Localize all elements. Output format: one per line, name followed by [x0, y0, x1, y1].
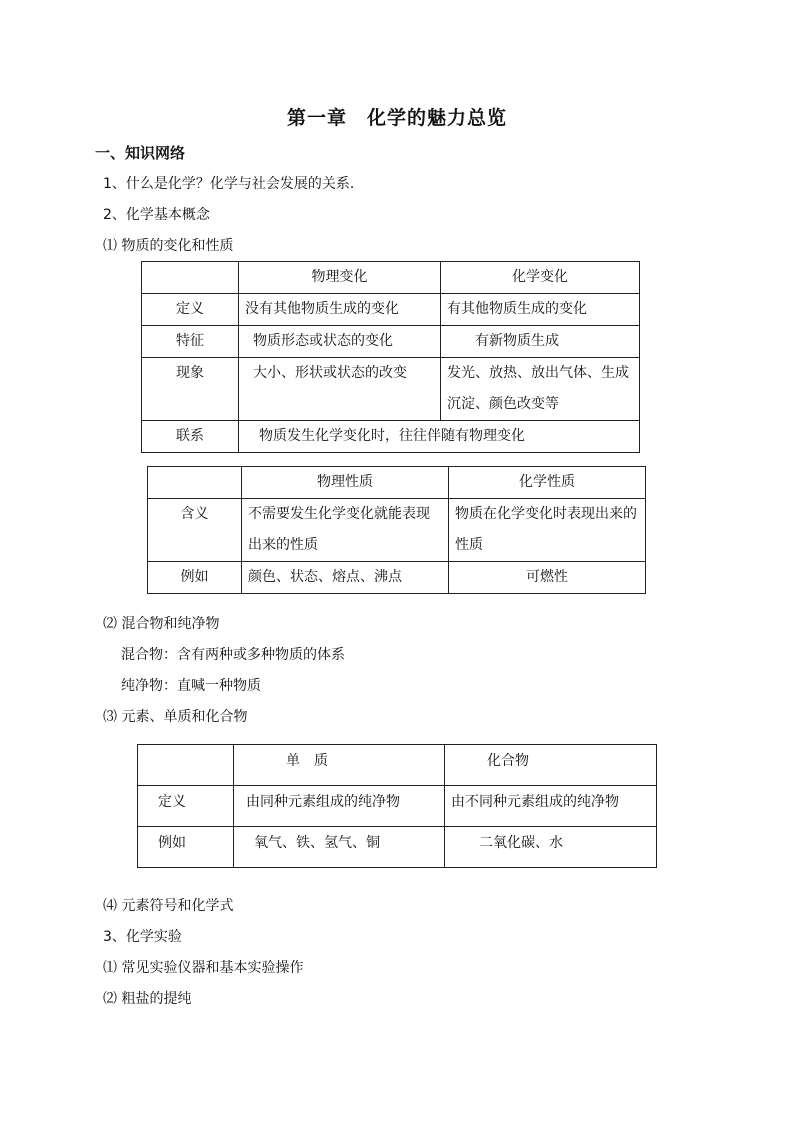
table-cell: 物质发生化学变化时，往往伴随有物理变化 — [239, 421, 640, 453]
table-cell-empty — [148, 467, 242, 499]
page-title: 第一章 化学的魅力总览 — [286, 107, 507, 129]
table-row — [138, 745, 657, 786]
item-chemistry-experiments: 3、化学实验 — [103, 929, 182, 945]
table-cell: 物质形态或状态的变化 — [239, 326, 441, 358]
subitem-mixture-and-pure: ⑵ 混合物和纯净物 — [103, 616, 220, 632]
table-cell: 大小、形状或状态的改变 — [239, 358, 441, 421]
table-cell: 二氧化碳、水 — [445, 827, 657, 868]
properties-table — [147, 466, 646, 594]
item-basic-concepts: 2、化学基本概念 — [103, 207, 210, 223]
table-header: 化合物 — [445, 745, 657, 786]
subitem-symbols-formulas: ⑷ 元素符号和化学式 — [103, 898, 234, 914]
table-cell: 物质在化学变化时表现出来的性质 — [449, 499, 646, 562]
subitem-changes-and-properties: ⑴ 物质的变化和性质 — [103, 238, 234, 254]
table-cell: 发光、放热、放出气体、生成沉淀、颜色改变等 — [441, 358, 640, 421]
table-cell: 可燃性 — [449, 562, 646, 594]
row-label: 例如 — [148, 562, 242, 594]
table-header: 单 质 — [234, 745, 445, 786]
table-row — [148, 562, 646, 594]
table-row — [142, 358, 640, 421]
row-label: 定义 — [142, 294, 239, 326]
changes-table — [141, 261, 640, 453]
table-cell: 由不同种元素组成的纯净物 — [445, 786, 657, 827]
table-cell-empty — [142, 262, 239, 294]
table-row — [142, 421, 640, 453]
table-cell: 颜色、状态、熔点、沸点 — [242, 562, 449, 594]
table-row — [142, 326, 640, 358]
row-label: 定义 — [138, 786, 234, 827]
table-cell: 由同种元素组成的纯净物 — [234, 786, 445, 827]
table-row — [138, 786, 657, 827]
table-row — [142, 294, 640, 326]
row-label: 特征 — [142, 326, 239, 358]
subitem-salt-purification: ⑵ 粗盐的提纯 — [103, 991, 192, 1007]
table-row — [148, 467, 646, 499]
table-cell: 氧气、铁、氢气、铜 — [234, 827, 445, 868]
item-what-is-chemistry: 1、什么是化学？化学与社会发展的关系. — [103, 176, 355, 192]
table-header: 化学性质 — [449, 467, 646, 499]
row-label: 现象 — [142, 358, 239, 421]
subitem-lab-instruments: ⑴ 常见实验仪器和基本实验操作 — [103, 960, 304, 976]
table-row — [142, 262, 640, 294]
mixture-definition: 混合物：含有两种或多种物质的体系 — [121, 647, 345, 663]
table-row — [148, 499, 646, 562]
table-row — [138, 827, 657, 868]
table-cell-empty — [138, 745, 234, 786]
table-cell: 有新物质生成 — [441, 326, 640, 358]
table-cell: 有其他物质生成的变化 — [441, 294, 640, 326]
subitem-elements-compounds: ⑶ 元素、单质和化合物 — [103, 709, 248, 725]
section-heading-knowledge-network: 一、知识网络 — [95, 144, 186, 162]
table-cell: 没有其他物质生成的变化 — [239, 294, 441, 326]
table-header: 化学变化 — [441, 262, 640, 294]
row-label: 例如 — [138, 827, 234, 868]
table-header: 物理变化 — [239, 262, 441, 294]
pure-substance-definition: 纯净物：直喊一种物质 — [121, 678, 261, 694]
table-cell: 不需要发生化学变化就能表现出来的性质 — [242, 499, 449, 562]
elements-table — [137, 744, 657, 868]
row-label: 联系 — [142, 421, 239, 453]
table-header: 物理性质 — [242, 467, 449, 499]
row-label: 含义 — [148, 499, 242, 562]
